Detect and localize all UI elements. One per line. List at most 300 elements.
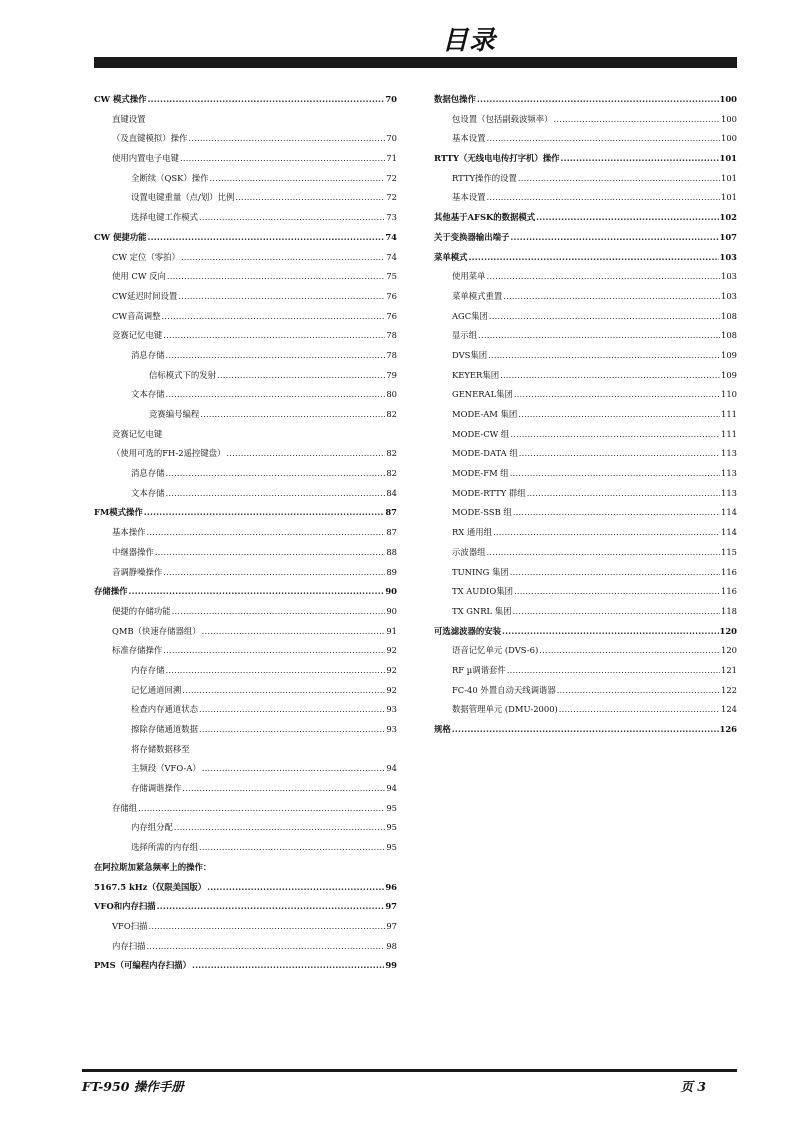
toc-entry-page: 75: [386, 271, 397, 282]
toc-entry[interactable]: [94, 641, 397, 661]
toc-entry-label: MODE-CW 组: [452, 428, 510, 439]
toc-entry-page: 82: [386, 409, 397, 419]
toc-dot-leader: [235, 188, 385, 208]
toc-entry-label: 文本存储: [131, 487, 165, 498]
toc-entry-label: TX AUDIO集团: [452, 586, 513, 597]
toc-entry[interactable]: [434, 543, 737, 563]
toc-entry[interactable]: [94, 129, 397, 149]
toc-entry-page: 111: [721, 409, 737, 419]
toc-entry-page: 78: [386, 330, 397, 341]
toc-dot-leader: [487, 188, 721, 208]
toc-entry-label: 基本操作: [112, 527, 146, 538]
toc-entry-page: 73: [386, 212, 397, 223]
toc-entry[interactable]: [94, 740, 397, 760]
toc-entry-page: 115: [721, 546, 737, 557]
toc-entry-page: 101: [721, 192, 737, 203]
toc-entry-label: QMB（快速存储器组）: [112, 625, 201, 636]
toc-entry-page: 87: [385, 507, 397, 518]
toc-dot-leader: [487, 129, 721, 149]
toc-dot-leader: [493, 523, 720, 543]
toc-entry-page: 91: [386, 625, 397, 636]
toc-entry-page: 122: [721, 684, 737, 695]
toc-entry-label: AGC集团: [452, 310, 488, 321]
toc-entry-label: （使用可选的FH-2遥控键盘）: [112, 448, 226, 459]
toc-entry-page: 94: [386, 763, 397, 774]
toc-entry[interactable]: [434, 188, 737, 208]
toc-entry-page: 108: [721, 330, 737, 341]
toc-entry-page: 90: [386, 605, 397, 616]
toc-entry[interactable]: [94, 878, 397, 898]
toc-entry-label: 语音记忆单元 (DVS-6): [452, 645, 539, 656]
toc-entry-label: 存储操作: [94, 586, 128, 597]
toc-entry[interactable]: [434, 90, 737, 110]
toc-entry[interactable]: [434, 582, 737, 602]
toc-entry-label: 菜单模式: [434, 251, 468, 262]
toc-dot-leader: [129, 582, 385, 602]
toc-dot-leader: [519, 444, 720, 464]
toc-entry-label: TUNING 集团: [452, 566, 509, 577]
toc-entry[interactable]: [94, 444, 397, 464]
toc-entry-page: 121: [721, 664, 737, 675]
toc-entry-page: 113: [721, 468, 737, 479]
toc-entry[interactable]: [94, 248, 397, 268]
toc-entry-label: 存储组: [112, 802, 138, 813]
toc-entry[interactable]: [94, 346, 397, 366]
toc-entry[interactable]: [94, 385, 397, 405]
toc-entry[interactable]: [94, 267, 397, 287]
toc-entry[interactable]: [94, 602, 397, 622]
toc-entry[interactable]: [434, 385, 737, 405]
toc-entry-label: 内存存储: [131, 664, 165, 675]
toc-dot-leader: [510, 464, 720, 484]
toc-entry-label: 擦除存储通道数据: [131, 724, 198, 734]
toc-entry[interactable]: [94, 326, 397, 346]
toc-entry[interactable]: [94, 169, 397, 189]
toc-entry-label: MODE-RTTY 群组: [452, 487, 526, 498]
toc-entry[interactable]: [434, 366, 737, 386]
toc-entry[interactable]: [94, 799, 397, 819]
toc-entry[interactable]: [94, 484, 397, 504]
toc-entry[interactable]: [434, 622, 737, 642]
toc-entry-label: 检查内存通道状态: [131, 704, 198, 715]
toc-dot-leader: [178, 287, 385, 307]
toc-dot-leader: [217, 366, 385, 386]
toc-entry-label: 直键设置: [112, 113, 146, 124]
toc-entry-page: 110: [721, 389, 737, 400]
toc-entry-label: MODE-SSB 组: [452, 507, 512, 518]
toc-entry[interactable]: [94, 149, 397, 169]
toc-entry[interactable]: [434, 326, 737, 346]
toc-dot-leader: [210, 169, 386, 189]
toc-entry-label: 将存储数据移至: [131, 743, 190, 754]
toc-entry-page: 70: [385, 94, 397, 104]
toc-entry-page: 118: [721, 605, 737, 616]
toc-entry[interactable]: [434, 464, 737, 484]
toc-dot-leader: [207, 878, 384, 898]
toc-entry[interactable]: [94, 917, 397, 937]
toc-entry-page: 101: [721, 172, 737, 183]
toc-dot-leader: [477, 90, 719, 110]
toc-entry-label: 5167.5 kHz（仅限美国版）: [94, 881, 207, 892]
toc-entry-page: 111: [721, 428, 737, 439]
toc-entry-page: 116: [721, 586, 737, 597]
toc-dot-leader: [469, 248, 719, 268]
toc-entry-page: 76: [386, 290, 397, 301]
toc-entry[interactable]: [94, 563, 397, 583]
toc-dot-leader: [503, 287, 720, 307]
toc-entry-page: 107: [719, 231, 737, 242]
header-rule: [94, 57, 737, 68]
toc-dot-leader: [489, 307, 720, 327]
toc-entry-page: 103: [721, 271, 737, 282]
toc-entry[interactable]: [434, 484, 737, 504]
toc-entry-label: RF µ调谐套件: [452, 664, 506, 675]
toc-entry[interactable]: [94, 366, 397, 386]
toc-dot-leader: [199, 720, 385, 740]
toc-entry[interactable]: [94, 405, 397, 425]
toc-entry-page: 114: [721, 507, 737, 518]
toc-dot-leader: [166, 484, 386, 504]
toc-entry[interactable]: [434, 444, 737, 464]
toc-entry-page: 74: [385, 231, 397, 242]
toc-entry-label: 内存扫描: [112, 940, 146, 951]
toc-dot-leader: [157, 897, 385, 917]
toc-dot-leader: [167, 267, 385, 287]
toc-entry[interactable]: [434, 700, 737, 720]
toc-entry[interactable]: [434, 661, 737, 681]
toc-entry-label: 主频段（VFO-A）: [131, 763, 201, 774]
toc-entry-label: 信标模式下的发射: [149, 369, 216, 380]
toc-entry-label: 显示组: [452, 330, 478, 341]
toc-dot-leader: [163, 563, 385, 583]
toc-entry-page: 94: [386, 783, 397, 794]
toc-dot-leader: [478, 326, 720, 346]
toc-dot-leader: [199, 208, 385, 228]
toc-entry[interactable]: [94, 779, 397, 799]
toc-dot-leader: [560, 149, 718, 169]
toc-entry[interactable]: [94, 464, 397, 484]
toc-entry[interactable]: [434, 523, 737, 543]
toc-entry[interactable]: [434, 267, 737, 287]
toc-dot-leader: [510, 563, 720, 583]
toc-dot-leader: [180, 149, 385, 169]
toc-entry-label: 其他基于AFSK的数据模式: [434, 212, 536, 223]
toc-entry-page: 120: [721, 645, 737, 656]
toc-dot-leader: [163, 326, 385, 346]
toc-entry-label: KEYER集团: [452, 369, 500, 380]
footer-rule: [82, 1069, 737, 1072]
toc-entry[interactable]: [94, 858, 397, 878]
toc-entry-label: 基本设置: [452, 192, 486, 203]
toc-entry-page: 100: [721, 133, 737, 144]
toc-dot-leader: [488, 346, 720, 366]
toc-entry-page: 114: [721, 527, 737, 538]
toc-entry-label: 在阿拉斯加紧急频率上的操作：: [94, 861, 212, 872]
toc-dot-leader: [174, 818, 385, 838]
toc-entry[interactable]: [94, 720, 397, 740]
toc-entry-label: CW 便捷功能: [94, 231, 147, 242]
toc-dot-leader: [147, 523, 386, 543]
toc-dot-leader: [510, 425, 720, 445]
toc-dot-leader: [226, 444, 385, 464]
toc-entry[interactable]: [434, 602, 737, 622]
toc-entry[interactable]: [94, 897, 397, 917]
toc-dot-leader: [199, 700, 385, 720]
toc-entry-label: 标准存储操作: [112, 645, 163, 656]
toc-entry[interactable]: [94, 582, 397, 602]
toc-entry-label: 中继器操作: [112, 546, 154, 557]
toc-dot-leader: [557, 681, 720, 701]
toc-entry-page: 87: [386, 527, 397, 538]
toc-entry-page: 72: [386, 172, 397, 183]
toc-entry-label: MODE-AM 集团: [452, 409, 518, 419]
toc-dot-leader: [155, 543, 385, 563]
toc-column-right: [434, 90, 737, 740]
toc-entry-page: 92: [386, 645, 397, 656]
toc-entry-label: RTTY操作的设置: [452, 172, 517, 183]
toc-entry-label: 消息存储: [131, 349, 165, 360]
toc-entry-page: 108: [721, 310, 737, 321]
toc-entry-label: 竞赛记忆电键: [112, 330, 163, 341]
toc-entry-label: CW音高调整: [112, 310, 161, 321]
toc-entry-page: 126: [719, 724, 737, 734]
toc-entry-label: RX 通用组: [452, 527, 493, 538]
toc-entry-label: 使用内置电子电键: [112, 153, 179, 164]
toc-entry[interactable]: [434, 720, 737, 740]
toc-entry-page: 109: [721, 369, 737, 380]
toc-entry-label: FM模式操作: [94, 507, 143, 518]
toc-entry-page: 89: [386, 566, 397, 577]
toc-entry-label: 记忆通道回溯: [131, 684, 182, 695]
toc-entry-page: 95: [386, 822, 397, 833]
toc-entry-page: 120: [719, 625, 737, 636]
toc-dot-leader: [200, 405, 385, 425]
toc-entry-label: 便捷的存储功能: [112, 605, 171, 616]
toc-dot-leader: [166, 346, 386, 366]
toc-dot-leader: [138, 799, 385, 819]
toc-dot-leader: [202, 622, 386, 642]
toc-entry-label: 基本设置: [452, 133, 486, 144]
toc-entry[interactable]: [94, 523, 397, 543]
toc-entry-page: 109: [721, 349, 737, 360]
toc-entry-label: （及直键模拟）操作: [112, 133, 188, 144]
toc-entry-label: 消息存储: [131, 468, 165, 479]
toc-dot-leader: [147, 937, 386, 957]
toc-column-left: [94, 90, 397, 976]
toc-entry-page: 80: [386, 389, 397, 400]
toc-dot-leader: [181, 248, 385, 268]
toc-dot-leader: [162, 307, 386, 327]
toc-entry-page: 124: [721, 704, 737, 715]
toc-dot-leader: [539, 641, 720, 661]
toc-dot-leader: [202, 759, 386, 779]
toc-entry-label: 文本存储: [131, 389, 165, 400]
toc-dot-leader: [507, 661, 720, 681]
toc-entry[interactable]: [434, 110, 737, 130]
toc-entry[interactable]: [434, 307, 737, 327]
toc-dot-leader: [487, 267, 721, 287]
footer-page-number: 页 3: [680, 1079, 706, 1094]
toc-entry-label: 竞赛编号编程: [149, 409, 200, 419]
toc-dot-leader: [166, 385, 386, 405]
toc-entry-label: FC-40 外置自动天线调谐器: [452, 684, 556, 695]
toc-entry[interactable]: [94, 818, 397, 838]
toc-entry-page: 97: [386, 920, 397, 931]
toc-entry[interactable]: [94, 228, 397, 248]
page-title: 目录: [441, 26, 496, 56]
toc-entry-label: MODE-DATA 组: [452, 448, 518, 459]
toc-entry[interactable]: [434, 425, 737, 445]
toc-entry-page: 84: [386, 487, 397, 498]
toc-entry-page: 99: [385, 960, 397, 971]
toc-entry[interactable]: [434, 208, 737, 228]
toc-dot-leader: [166, 464, 386, 484]
toc-dot-leader: [144, 503, 385, 523]
toc-entry[interactable]: [94, 622, 397, 642]
toc-entry-page: 103: [721, 290, 737, 301]
toc-entry-page: 100: [719, 94, 737, 104]
toc-entry[interactable]: [434, 248, 737, 268]
toc-dot-leader: [148, 228, 385, 248]
toc-entry-page: 78: [386, 349, 397, 360]
toc-entry-label: VFO扫描: [112, 920, 148, 931]
toc-entry-page: 90: [385, 586, 397, 597]
toc-entry-page: 92: [386, 664, 397, 675]
toc-entry-label: 设置电键重量（点/划）比例: [131, 192, 235, 203]
toc-entry-page: 79: [386, 369, 397, 380]
toc-entry-page: 72: [386, 192, 397, 203]
toc-entry-label: DVS集团: [452, 349, 488, 360]
toc-entry-label: 存储调谐操作: [131, 783, 182, 794]
toc-entry-label: RTTY（无线电电传打字机）操作: [434, 153, 560, 164]
toc-entry[interactable]: [94, 110, 397, 130]
toc-entry[interactable]: [94, 661, 397, 681]
toc-entry[interactable]: [94, 700, 397, 720]
toc-entry-page: 103: [719, 251, 737, 262]
toc-entry-label: CW延迟时间设置: [112, 290, 178, 301]
toc-entry-label: 选择电键工作模式: [131, 212, 198, 223]
toc-entry[interactable]: [94, 838, 397, 858]
toc-entry[interactable]: [434, 563, 737, 583]
toc-dot-leader: [559, 700, 720, 720]
toc-entry-label: 使用 CW 反向: [112, 271, 166, 282]
toc-entry-label: VFO和内存扫描: [94, 901, 156, 912]
toc-entry-label: 竞赛记忆电键: [112, 428, 163, 439]
toc-entry[interactable]: [94, 503, 397, 523]
toc-dot-leader: [518, 169, 720, 189]
toc-entry[interactable]: [434, 129, 737, 149]
toc-entry-page: 100: [721, 113, 737, 124]
toc-entry[interactable]: [94, 937, 397, 957]
toc-dot-leader: [487, 543, 721, 563]
toc-entry-label: 使用菜单: [452, 271, 486, 282]
toc-entry[interactable]: [94, 759, 397, 779]
toc-entry-label: CW 定位（零拍）: [112, 251, 180, 262]
toc-entry[interactable]: [94, 956, 397, 976]
toc-dot-leader: [518, 405, 720, 425]
toc-entry-label: GENERAL集团: [452, 389, 513, 400]
toc-entry[interactable]: [434, 287, 737, 307]
toc-entry-label: 选择所需的内存组: [131, 842, 198, 853]
toc-entry-page: 101: [719, 153, 737, 164]
toc-entry-page: 93: [386, 724, 397, 734]
toc-entry-label: 示波器组: [452, 546, 486, 557]
toc-dot-leader: [500, 366, 720, 386]
toc-entry[interactable]: [94, 287, 397, 307]
toc-entry-page: 71: [386, 153, 397, 164]
toc-dot-leader: [514, 385, 720, 405]
toc-entry[interactable]: [434, 169, 737, 189]
toc-entry-page: 92: [386, 684, 397, 695]
toc-entry-label: MODE-FM 组: [452, 468, 509, 479]
toc-entry-page: 76: [386, 310, 397, 321]
toc-dot-leader: [148, 90, 385, 110]
toc-entry-label: CW 模式操作: [94, 94, 147, 104]
toc-entry-label: 全断续（QSK）操作: [131, 172, 209, 183]
toc-entry-label: 关于变换器输出端子: [434, 231, 510, 242]
toc-entry-page: 113: [721, 487, 737, 498]
toc-entry-label: PMS（可编程内存扫描）: [94, 960, 191, 971]
toc-entry-page: 82: [386, 448, 397, 459]
toc-entry-page: 95: [386, 842, 397, 853]
toc-entry[interactable]: [94, 425, 397, 445]
toc-entry[interactable]: [434, 405, 737, 425]
toc-dot-leader: [182, 681, 385, 701]
toc-entry-page: 97: [385, 901, 397, 912]
toc-entry-label: 菜单模式重置: [452, 290, 503, 301]
toc-entry[interactable]: [94, 307, 397, 327]
toc-dot-leader: [513, 503, 720, 523]
toc-dot-leader: [163, 641, 385, 661]
toc-entry-label: 音调静噪操作: [112, 566, 163, 577]
toc-dot-leader: [199, 838, 385, 858]
toc-entry[interactable]: [94, 543, 397, 563]
toc-entry-label: 可选滤波器的安装: [434, 625, 501, 636]
toc-entry-label: 数据包操作: [434, 94, 476, 104]
toc-entry[interactable]: [94, 681, 397, 701]
footer-manual-title: FT-950 操作手册: [82, 1079, 184, 1094]
toc-entry[interactable]: [434, 346, 737, 366]
toc-entry-page: 95: [386, 802, 397, 813]
toc-entry-label: 规格: [434, 724, 451, 734]
toc-entry-page: 82: [386, 468, 397, 479]
toc-dot-leader: [166, 661, 386, 681]
toc-entry[interactable]: [434, 503, 737, 523]
toc-entry[interactable]: [434, 149, 737, 169]
toc-entry[interactable]: [434, 681, 737, 701]
toc-entry-page: 74: [386, 251, 397, 262]
toc-dot-leader: [527, 484, 720, 504]
toc-dot-leader: [510, 228, 718, 248]
toc-dot-leader: [172, 602, 386, 622]
toc-entry[interactable]: [94, 90, 397, 110]
toc-dot-leader: [188, 129, 385, 149]
toc-dot-leader: [554, 110, 721, 130]
toc-entry-page: 70: [386, 133, 397, 144]
toc-entry[interactable]: [94, 188, 397, 208]
toc-dot-leader: [452, 720, 719, 740]
toc-dot-leader: [502, 622, 719, 642]
toc-dot-leader: [536, 208, 718, 228]
toc-entry[interactable]: [94, 208, 397, 228]
toc-entry[interactable]: [434, 641, 737, 661]
toc-entry[interactable]: [434, 228, 737, 248]
toc-dot-leader: [182, 779, 385, 799]
toc-dot-leader: [192, 956, 384, 976]
toc-entry-label: TX GNRL 集团: [452, 605, 512, 616]
toc-entry-page: 98: [386, 940, 397, 951]
toc-entry-page: 102: [719, 212, 737, 223]
